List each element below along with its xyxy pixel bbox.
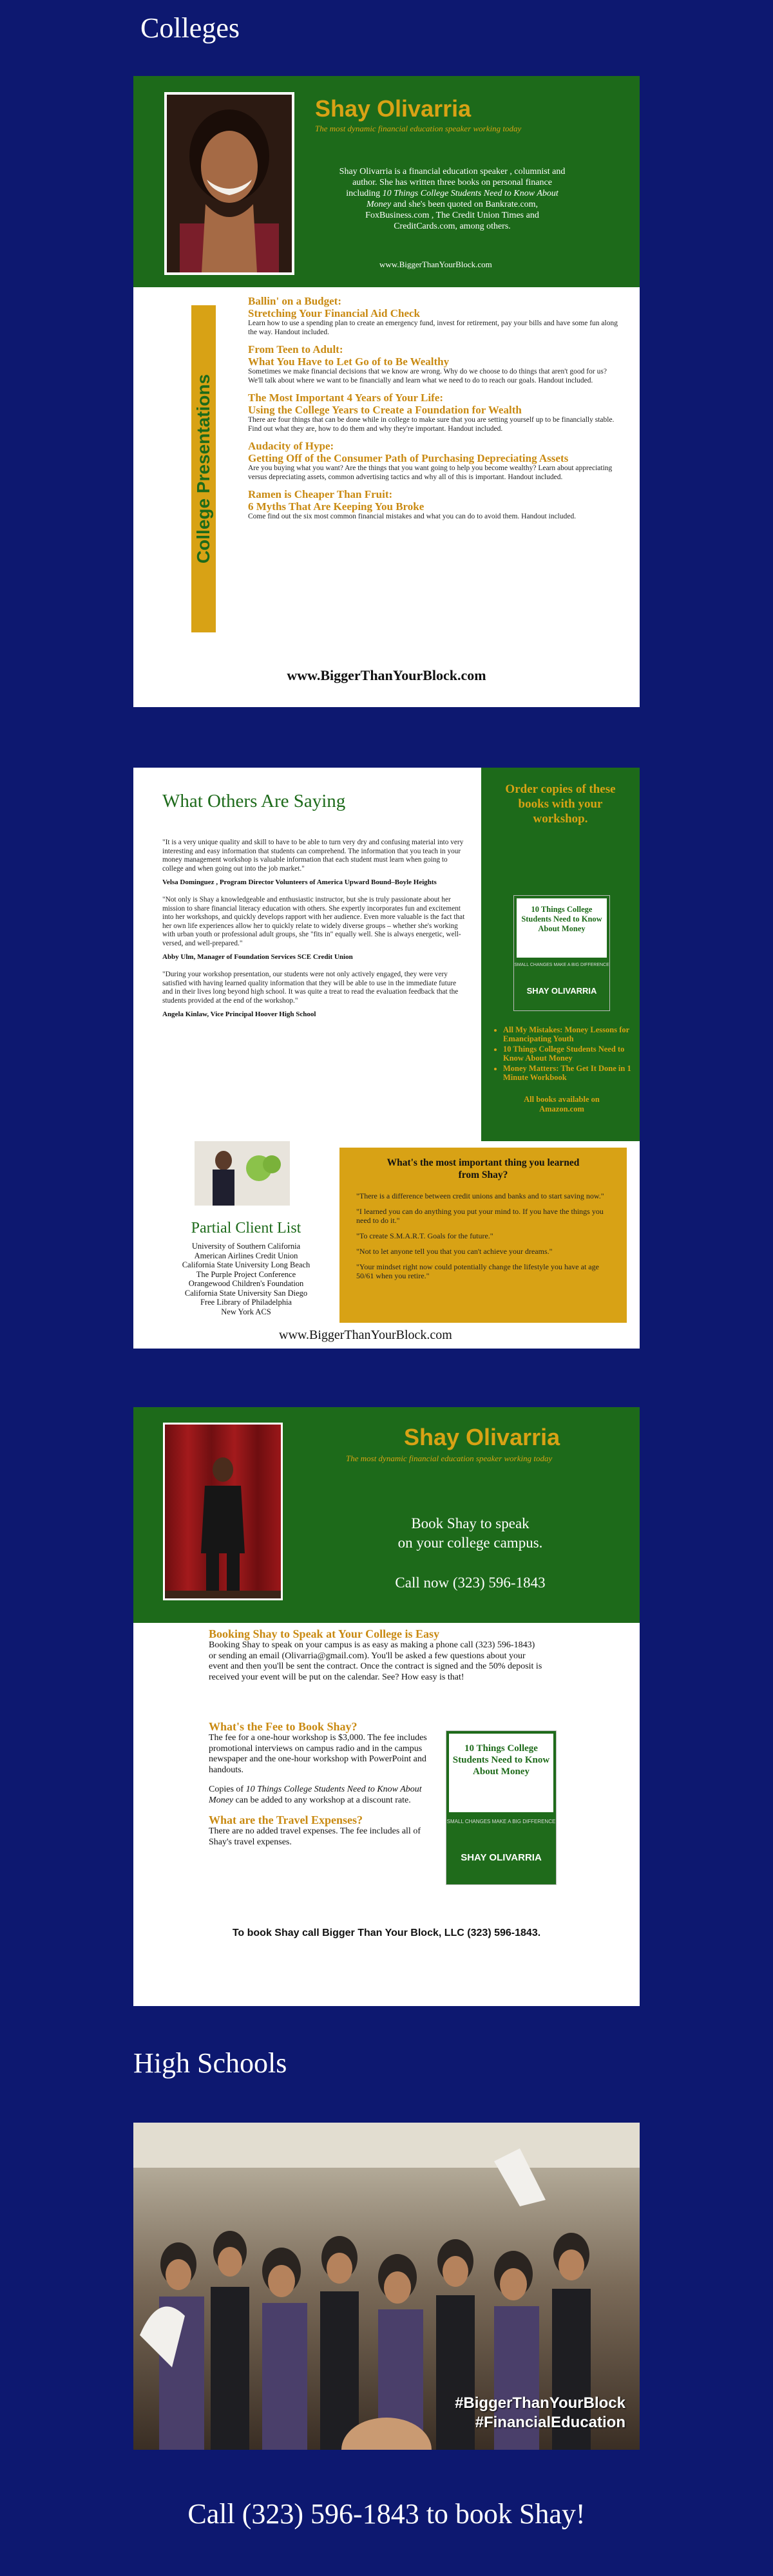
college-presentations-label-bar: [191, 305, 216, 632]
book-cover-author: SHAY OLIVARRIA: [461, 1852, 542, 1863]
book-cover: [446, 1730, 557, 1885]
flyer1-footer-website[interactable]: www.BiggerThanYourBlock.com: [287, 667, 486, 683]
learned-list: [356, 1191, 610, 1280]
booking-flyer: [133, 1407, 640, 2006]
book-list-item: • Money Matters: The Get It Done in 1 Minute Workbook: [503, 1064, 632, 1082]
testimonials-title: What Others Are Saying: [162, 791, 346, 811]
testimonial-author: Velsa Dominguez , Program Director Volunteers of America Upward Bound–Boyle Heights: [162, 878, 437, 886]
topic-title: Ballin' on a Budget: Stretching Your Financial Aid Check: [248, 295, 420, 319]
fee-text: The fee for a one-hour workshop is $3,000. The fee includes promotional interviews on campus radio and in the campus newspaper and the one-hour workshop with PowerPoint and handouts.: [209, 1733, 427, 1775]
testimonial: [162, 896, 465, 961]
book-list: [503, 1025, 632, 1082]
client-photo: [195, 1141, 290, 1206]
learned-box: [339, 1148, 627, 1323]
header-website[interactable]: www.BiggerThanYourBlock.com: [379, 260, 492, 269]
client-list-item: The Purple Project Conference: [196, 1269, 296, 1279]
book-cover-title: 10 Things College Students Need to Know About Money: [517, 898, 607, 958]
booking-easy-heading: Booking Shay to Speak at Your College is Easy: [209, 1627, 440, 1640]
book-list-item: • 10 Things College Students Need to Know About Money: [503, 1045, 632, 1063]
topic-item: [248, 488, 622, 522]
testimonial-author: Abby Ulm, Manager of Foundation Services SCE Credit Union: [162, 953, 353, 961]
flyer3-footer: To book Shay call Bigger Than Your Block, LLC (323) 596-1843.: [232, 1927, 541, 1938]
speaker-name: Shay Olivarria: [315, 95, 472, 122]
book-list-item: • All My Mistakes: Money Lessons for Emancipating Youth: [503, 1025, 632, 1043]
topic-description: Are you buying what you want? Are the things that you want going to help you become wealthy? Learn about appreciating versus depreciating assets, common advertising tactics and why all of this is important. Handout included.: [248, 464, 613, 481]
testimonial-quote: "During your workshop presentation, our students were not only actively engaged, they were very satisfied with having learned quality information that they will be able to use in the immediate future and in their lives long beyond high school. It was quite a treat to read the evaluation feedback that the students provided at the end of the workshop.": [162, 971, 459, 1005]
testimonial-quote: "It is a very unique quality and skill to have to be able to turn very dry and confusing material into very interesting and easy information that students can comprehend. The information that you teach in your money management workshop is valuable information that each student must learn when going to college and when going out into the job market.": [162, 838, 464, 873]
learned-item: "Not to let anyone tell you that you can't achieve your dreams.": [356, 1247, 553, 1256]
photo-hashtag-1: #BiggerThanYourBlock: [455, 2394, 625, 2412]
client-list: [162, 1242, 330, 1316]
learned-item: "Your mindset right now could potentially change the lifestyle you have at age 50/61 when you retire.": [356, 1262, 599, 1280]
book-cover: [513, 895, 610, 1011]
flyer2-footer-website[interactable]: www.BiggerThanYourBlock.com: [279, 1328, 452, 1342]
learned-heading: What's the most important thing you learned from Shay?: [386, 1157, 580, 1180]
amazon-note: All books available on Amazon.com: [524, 1095, 600, 1113]
booking-easy-text: Booking Shay to speak on your campus is as easy as making a phone call (323) 596-1843) or sending an email (Olivarria@gmail.com). You'll be asked a few questions about your event and then you'll be sent the contract. Once the contract is signed and the 50% deposit is received your event will be put on the calendar. See? How easy is that!: [209, 1640, 542, 1682]
topic-item: [248, 392, 622, 433]
books-addon-text: [209, 1785, 434, 1806]
books-addon-text-1: Copies of: [209, 1785, 246, 1794]
speaker-photo: [164, 92, 294, 275]
cta-phone[interactable]: Call now (323) 596-1843: [395, 1575, 546, 1591]
book-cover-author: SHAY OLIVARRIA: [526, 986, 597, 996]
testimonial: [162, 838, 465, 887]
topic-description: Learn how to use a spending plan to create an emergency fund, invest for retirement, pay your bills and have some fun along the way. Handout included.: [248, 319, 618, 336]
flyer3-header: [133, 1407, 640, 1623]
book-order-sidebar: [481, 768, 640, 1141]
travel-text: There are no added travel expenses. The fee includes all of Shay's travel expenses.: [209, 1826, 421, 1847]
fee-heading: What's the Fee to Book Shay?: [209, 1720, 358, 1733]
client-list-item: New York ACS: [221, 1307, 271, 1316]
topic-description: Come find out the six most common financial mistakes and what you can do to avoid them. Handout included.: [248, 513, 577, 520]
testimonial: [162, 971, 465, 1019]
topic-title: From Teen to Adult: What You Have to Let Go of to Be Wealthy: [248, 343, 450, 368]
topic-title: Ramen is Cheaper Than Fruit: 6 Myths That Are Keeping You Broke: [248, 488, 425, 513]
bio-text-1: Shay Olivarria is a financial education speaker , columnist and author. She has written three books on personal finance including: [339, 167, 566, 198]
fee-info: [209, 1720, 434, 1848]
testimonial-quote: "Not only is Shay a knowledgeable and enthusiastic instructor, but she is truly passionate about her mission to share financial literacy education with others. She expertly incorporates fun and excitement into her workshops, and quickly develops rapport with her audience. Even more valuable is the fact that her own life experiences allow her to quickly relate to widely diverse groups – whether she's working with urban youth or professional adult groups, she "fits in" equally well. She is always energetic, well-versed, and well-prepared.": [162, 896, 465, 947]
colleges-heading: Colleges: [140, 12, 240, 44]
client-list-item: Orangewood Children's Foundation: [188, 1279, 304, 1288]
learned-item: "There is a difference between credit unions and banks and to start saving now.": [356, 1191, 604, 1200]
bottom-call-to-action[interactable]: Call (323) 596-1843 to book Shay!: [187, 2498, 586, 2530]
cta-campus: on your college campus.: [397, 1535, 543, 1551]
cta-book-shay: Book Shay to speak: [411, 1515, 530, 1531]
client-list-item: American Airlines Credit Union: [194, 1251, 298, 1260]
testimonials-flyer: [133, 768, 640, 1349]
flyer3-tagline: The most dynamic financial education speaker working today: [346, 1454, 553, 1463]
topic-item: [248, 295, 622, 337]
flyer3-speaker-name: Shay Olivarria: [404, 1424, 560, 1450]
client-list-item: University of Southern California: [191, 1242, 301, 1251]
speaker-tagline: The most dynamic financial education speaker working today: [315, 124, 522, 133]
learned-item: "I learned you can do anything you put your mind to. If you have the things you need to do it.": [356, 1207, 604, 1225]
order-heading: Order copies of these books with your workshop.: [505, 782, 616, 826]
high-schools-heading: High Schools: [133, 2047, 287, 2079]
stage-photo: [163, 1423, 283, 1600]
testimonials-list: [162, 838, 465, 1028]
student-group-photo: [133, 2123, 640, 2450]
client-list-item: Free Library of Philadelphia: [200, 1298, 292, 1307]
learned-item: "To create S.M.A.R.T. Goals for the future.": [356, 1231, 493, 1240]
topic-description: Sometimes we make financial decisions that we know are wrong. Why do we choose to do things that aren't good for us? We'll talk about where we want to be financially and learn what we need to do to reach our goals. Handout included.: [248, 368, 607, 384]
topic-description: There are four things that can be done while in college to make sure that you are setting yourself up to be financially stable. Find out what they are, how to do them and why they're important. Handout included.: [248, 416, 615, 433]
topic-item: [248, 440, 622, 482]
books-addon-text-2: can be added to any workshop at a discount rate.: [233, 1795, 411, 1805]
book-cover-subtitle: SMALL CHANGES MAKE A BIG DIFFERENCE: [514, 963, 609, 967]
topics-list: [248, 295, 622, 528]
topic-item: [248, 343, 622, 385]
travel-heading: What are the Travel Expenses?: [209, 1814, 363, 1826]
booking-info: [209, 1627, 544, 1690]
photo-hashtag-2: #FinancialEducation: [475, 2414, 625, 2431]
book-cover-subtitle: SMALL CHANGES MAKE A BIG DIFFERENCE: [446, 1819, 556, 1824]
topic-title: The Most Important 4 Years of Your Life: Using the College Years to Create a Foundation for Wealth: [248, 392, 522, 416]
speaker-bio: [336, 166, 568, 232]
client-list-item: California State University San Diego: [184, 1288, 308, 1298]
topic-title: Audacity of Hype: Getting Off of the Consumer Path of Purchasing Depreciating Assets: [248, 440, 569, 464]
flyer1-header: [133, 76, 640, 287]
bio-book-title: 10 Things College Students Need to Know About Money: [366, 189, 558, 209]
college-presentations-label: College Presentations: [193, 374, 213, 564]
bio-text-2: and she's been quoted on Bankrate.com, FoxBusiness.com , The Credit Union Times and CreditCards.com, among others.: [365, 200, 539, 231]
books-addon-title: 10 Things College Students Need to Know About Money: [209, 1785, 422, 1805]
book-cover-title: 10 Things College Students Need to Know About Money: [449, 1734, 553, 1812]
college-presentations-flyer: [133, 76, 640, 707]
client-list-item: California State University Long Beach: [182, 1260, 310, 1269]
testimonial-author: Angela Kinlaw, Vice Principal Hoover High School: [162, 1010, 316, 1018]
client-list-heading: Partial Client List: [191, 1220, 301, 1236]
